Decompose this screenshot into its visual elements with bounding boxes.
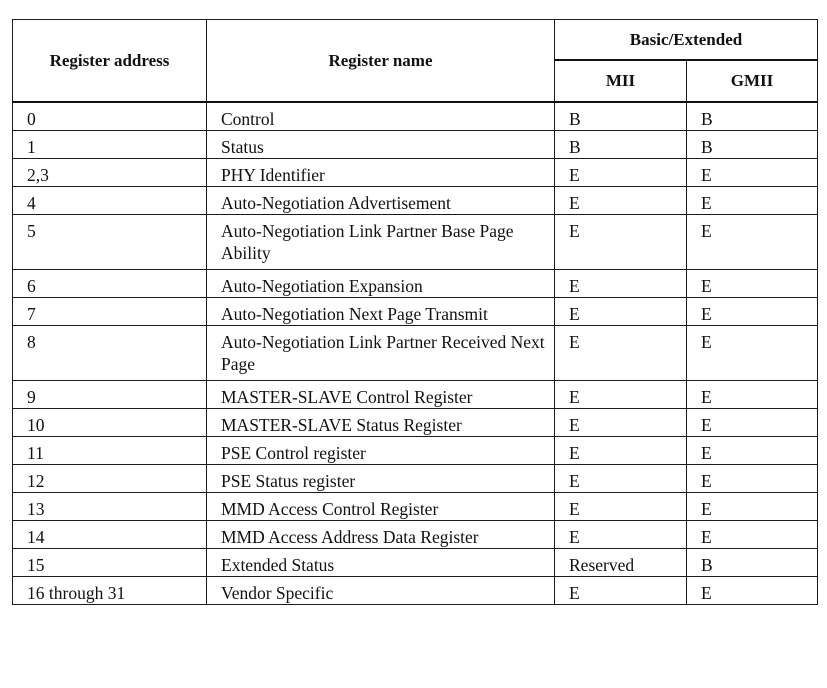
- cell-register-name: Auto-Negotiation Next Page Transmit: [207, 298, 555, 326]
- cell-gmii: E: [687, 465, 818, 493]
- cell-register-name: Control: [207, 102, 555, 131]
- cell-register-address: 12: [13, 465, 207, 493]
- cell-register-address: 11: [13, 437, 207, 465]
- cell-mii: E: [555, 187, 687, 215]
- cell-register-name: Auto-Negotiation Link Partner Base Page Ability: [207, 215, 555, 270]
- cell-register-address: 16 through 31: [13, 577, 207, 605]
- cell-register-address: 13: [13, 493, 207, 521]
- cell-gmii: B: [687, 549, 818, 577]
- cell-mii: E: [555, 465, 687, 493]
- cell-mii: E: [555, 493, 687, 521]
- cell-mii: E: [555, 298, 687, 326]
- cell-register-address: 14: [13, 521, 207, 549]
- cell-gmii: E: [687, 409, 818, 437]
- register-table: [12, 19, 818, 605]
- cell-gmii: E: [687, 215, 818, 270]
- cell-mii: E: [555, 577, 687, 605]
- table-body: [13, 102, 818, 605]
- cell-gmii: E: [687, 493, 818, 521]
- table-row: [13, 409, 818, 437]
- cell-mii: B: [555, 102, 687, 131]
- cell-register-address: 4: [13, 187, 207, 215]
- cell-gmii: E: [687, 577, 818, 605]
- cell-register-address: 7: [13, 298, 207, 326]
- header-register-address: Register address: [13, 20, 207, 103]
- table-row: [13, 577, 818, 605]
- cell-gmii: E: [687, 521, 818, 549]
- cell-register-name: MMD Access Address Data Register: [207, 521, 555, 549]
- cell-gmii: E: [687, 187, 818, 215]
- table-header: [13, 20, 818, 103]
- cell-mii: Reserved: [555, 549, 687, 577]
- cell-register-address: 10: [13, 409, 207, 437]
- cell-register-name: PHY Identifier: [207, 159, 555, 187]
- cell-register-name: MASTER-SLAVE Control Register: [207, 381, 555, 409]
- cell-mii: E: [555, 326, 687, 381]
- cell-register-name: Auto-Negotiation Link Partner Received Next Page: [207, 326, 555, 381]
- cell-gmii: E: [687, 298, 818, 326]
- cell-register-name: Status: [207, 131, 555, 159]
- cell-mii: E: [555, 270, 687, 298]
- cell-mii: E: [555, 409, 687, 437]
- cell-gmii: E: [687, 437, 818, 465]
- table-row: [13, 326, 818, 381]
- cell-register-name: Vendor Specific: [207, 577, 555, 605]
- table-row: [13, 102, 818, 131]
- table-row: [13, 465, 818, 493]
- cell-register-name: Extended Status: [207, 549, 555, 577]
- table-row: [13, 159, 818, 187]
- cell-register-address: 1: [13, 131, 207, 159]
- cell-mii: E: [555, 215, 687, 270]
- cell-register-address: 15: [13, 549, 207, 577]
- table-row: [13, 131, 818, 159]
- cell-mii: E: [555, 381, 687, 409]
- cell-gmii: B: [687, 131, 818, 159]
- cell-gmii: E: [687, 381, 818, 409]
- header-basic-extended: Basic/Extended: [555, 20, 818, 61]
- cell-mii: E: [555, 159, 687, 187]
- cell-register-name: Auto-Negotiation Expansion: [207, 270, 555, 298]
- table-row: [13, 270, 818, 298]
- table-row: [13, 381, 818, 409]
- table-row: [13, 187, 818, 215]
- table-row: [13, 437, 818, 465]
- cell-register-name: MASTER-SLAVE Status Register: [207, 409, 555, 437]
- cell-register-address: 9: [13, 381, 207, 409]
- cell-mii: E: [555, 437, 687, 465]
- cell-register-name: MMD Access Control Register: [207, 493, 555, 521]
- header-mii: MII: [555, 60, 687, 102]
- cell-register-name: Auto-Negotiation Advertisement: [207, 187, 555, 215]
- cell-gmii: E: [687, 326, 818, 381]
- cell-gmii: B: [687, 102, 818, 131]
- cell-register-address: 6: [13, 270, 207, 298]
- cell-register-name: PSE Control register: [207, 437, 555, 465]
- cell-mii: B: [555, 131, 687, 159]
- table-row: [13, 215, 818, 270]
- table-row: [13, 298, 818, 326]
- cell-register-address: 0: [13, 102, 207, 131]
- cell-register-address: 5: [13, 215, 207, 270]
- header-gmii: GMII: [687, 60, 818, 102]
- table-row: [13, 493, 818, 521]
- table-row: [13, 521, 818, 549]
- table-row: [13, 549, 818, 577]
- cell-register-address: 2,3: [13, 159, 207, 187]
- cell-register-name: PSE Status register: [207, 465, 555, 493]
- header-register-name: Register name: [207, 20, 555, 103]
- cell-gmii: E: [687, 159, 818, 187]
- cell-register-address: 8: [13, 326, 207, 381]
- cell-mii: E: [555, 521, 687, 549]
- cell-gmii: E: [687, 270, 818, 298]
